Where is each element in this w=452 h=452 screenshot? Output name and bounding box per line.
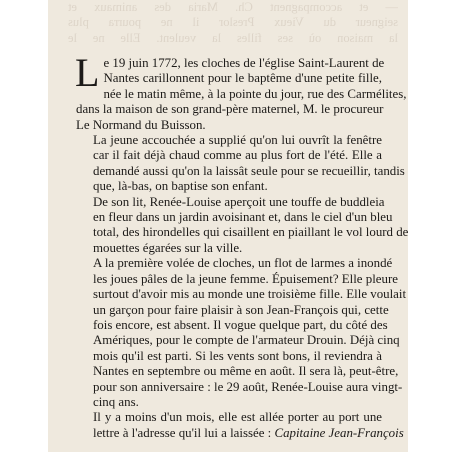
paragraph-2 xyxy=(76,133,405,195)
text-line: demandé aussi qu'on la laissât seule pour se recueillir, tandis xyxy=(93,163,405,178)
text-line: lettre à l'adresse qu'il lui a laissée : xyxy=(93,425,272,440)
bleed-through-text xyxy=(68,0,398,46)
paragraph-3 xyxy=(76,194,408,257)
text-line: surtout d'avoir mis au monde une troisième fille. Elle voulait xyxy=(93,287,407,302)
text-line: mouettes égarées sur la ville. xyxy=(93,240,243,255)
text-line: total, des hirondelles qui cisaillent en piaillant le vol lourd de xyxy=(93,225,408,240)
text-line: les joues pâles de la jeune femme. Épuisement? Elle pleure xyxy=(93,271,398,286)
text-line: De son lit, Renée-Louise aperçoit une touffe de buddleia xyxy=(93,194,385,209)
text-line: née le matin même, à la pointe du jour, rue des Carmélites, xyxy=(103,86,407,101)
text-line: cinq ans. xyxy=(93,394,139,409)
text-line: mois qu'il est parti. Si les vents sont bons, il reviendra à xyxy=(93,348,382,363)
paragraph-5 xyxy=(76,410,404,441)
text-line-with-italic xyxy=(76,425,404,441)
italic-address: Capitaine Jean-François xyxy=(274,425,404,440)
text-line: que, là-bas, on baptise son enfant. xyxy=(93,179,268,194)
text-line: Amériques, pour le compte de l'armateur Drouin. Déjà cinq xyxy=(93,333,400,348)
text-line: A la première volée de cloches, un flot de larmes a inondé xyxy=(93,256,393,271)
text-line: car il fait déjà chaud comme au plus fort de l'été. Elle a xyxy=(93,148,382,163)
paragraph-1 xyxy=(75,50,407,133)
book-page xyxy=(48,0,408,452)
text-line: pour son anniversaire : le 29 août, Renée-Louise aura vingt- xyxy=(93,379,403,394)
text-line: e 19 juin 1772, les cloches de l'église Saint-Laurent de xyxy=(103,56,385,70)
text-line: en fleur dans un jardin avoisinant et, dans le ciel d'un bleu xyxy=(93,210,393,225)
body-text xyxy=(75,50,408,441)
text-line: La jeune accouchée a supplié qu'on lui ouvrît la fenêtre xyxy=(93,133,382,148)
text-line: fois encore, est absent. Il vogue quelque part, du côté des xyxy=(93,317,388,332)
text-line: un garçon pour faire plaisir à son Jean-François qui, cette xyxy=(93,302,389,317)
text-line: dans la maison de son grand-père maternel, M. le procureur xyxy=(76,102,384,117)
paragraph-4 xyxy=(76,256,407,410)
text-line: Nantes carillonnent pour le baptême d'une petite fille, xyxy=(103,71,382,86)
text-line: Il y a moins d'un mois, elle est allée porter au port une xyxy=(93,410,382,425)
drop-cap: L xyxy=(75,50,100,95)
bleed-line: seigneur du Vieux Preslor il ne pourra plus xyxy=(68,15,398,30)
text-line: Nantes en septembre ou même en août. Il sera là, peut-être, xyxy=(93,364,399,379)
text-line: Le Normand du Buisson. xyxy=(76,117,206,132)
bleed-line: — et accompagnent Ch. Maria des animaux et xyxy=(68,0,398,14)
bleed-line: la maison où ses filles la veulent. Elle ne le xyxy=(68,30,398,45)
